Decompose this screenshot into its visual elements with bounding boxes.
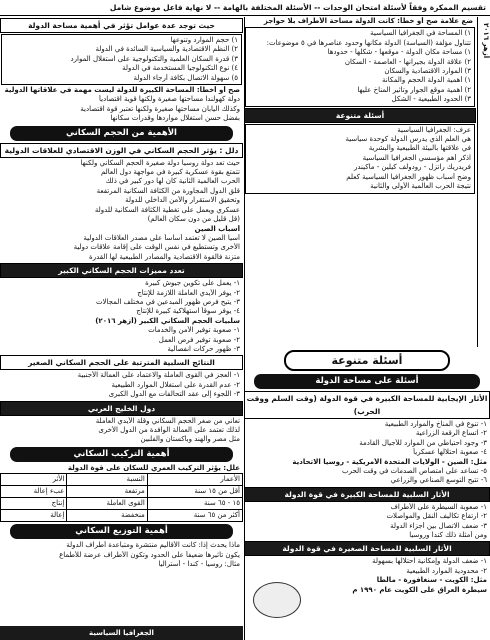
pop-line: تتمتع بقوة عسكرية كبيرة في مواجهة دول العالم [101, 168, 240, 177]
table-cell: القوى العاملة [67, 498, 147, 510]
line1: تتناول مؤلفة (السياسة) الدولة مكانها وحدود عناصرها في ٥ موضوعات: [266, 38, 471, 47]
neg-line: ٣- ظهور حركات انفصالية [167, 344, 240, 353]
big-line: ٤- يوفر سوقاً استهلاكية كبيرة للإنتاج [136, 307, 240, 316]
line3: ٢- ارتفاع تكاليف النقل والمواصلات [386, 512, 487, 521]
gulf-title: دول الخليج العربي [0, 401, 243, 416]
pop-line: عسكري ويعمل على تغطية الكثافة السكانية للدولة [94, 205, 240, 214]
table-cell: أكثر من ٦٥ سنة [147, 510, 242, 522]
line1: ٢) أهمية موقع الجوار وتأثير المناخ عليها [357, 85, 471, 94]
mid-line: وضح أسباب ظهور الجغرافيا السياسية كعلم [346, 172, 471, 181]
asian-line: الأخرى وتستطيع في نفس الوقت على إقامة علاقات دولية [73, 243, 240, 252]
factor-item: ٣) قدرة السكان العلمية والتكنولوجية على استغلال الموارد [70, 54, 238, 63]
struct-table [0, 473, 243, 522]
factor-item: ٥) سهولة الاتصال بكافة أرجاء الدولة [133, 73, 238, 82]
mid-line: في علاقتها بالبيئة الطبيعية والبشرية [368, 144, 471, 153]
result-line: ١- العجز في القوى العاملة والاعتماد على العمالة الأجنبية [77, 371, 240, 380]
neg-line: ٢- صعوبة توفير فرص العمل [158, 335, 240, 344]
struct-banner: أهمية التركيب السكاني [10, 447, 233, 462]
neg-line: ١- صعوبة توفير الأمن والخدمات [148, 326, 240, 335]
table-cell: إنتاج [1, 498, 67, 510]
left-footer: الجغرافيا السياسية [0, 626, 243, 640]
asian-line: أسيا الصين لا تعتمد أساساً على مصدر العلاقات الدولية [83, 233, 240, 242]
right-column [244, 17, 490, 640]
banner-area: أسئلة على مساحة الدولة [254, 374, 480, 389]
line4: ١- ضعف الدولة وإمكانية احتلالها بسهولة [372, 557, 487, 566]
banner-varied: أسئلة متنوعة [284, 350, 450, 371]
line2: ٥- تساعد على امتصاص الصدمات في وقت الحرب [342, 467, 487, 476]
line1: ١) مساحة مكان الدولة - موقعها - شكلها - حدودها [327, 48, 471, 57]
mid-line: عرف: الجغرافيا السياسية [397, 125, 471, 134]
pop-title: دلل : يؤثر الحجم السكاني في الوزن الاقتصادي للعلاقات الدولية [0, 143, 243, 158]
table-cell: مرتفعة [67, 486, 147, 498]
mid-line: هي العلم الذي يدرس الدولة كوحدة سياسية [345, 135, 471, 144]
result-line: ٣- اللجوء إلى عقد التحالفات مع الدول الكبرى [108, 390, 240, 399]
pos-line: دولة كهولندا مساحتها صغيرة ولكنها قوية اقتصادياً [99, 95, 240, 104]
big-line: ١- يعمل على تكوين جيوش كبيرة [145, 279, 240, 288]
table-row [1, 498, 243, 510]
mid-block [245, 124, 475, 194]
factor-item: ١) حجم الموارد وتنوعها [170, 36, 238, 44]
line2: ٣- وجود احتياطي من الموارد للأجيال القادمة [359, 438, 487, 447]
line1: ١) أهمية الدولة الحجم والمكانة [382, 76, 471, 85]
line2: ٢- اتساع الرقعة الزراعية [415, 429, 487, 438]
table-row [1, 474, 243, 486]
asian-line: متزنة فالقوة الاقتصادية والمصادر الطبيعية لها القدرة [89, 252, 240, 261]
line3: ٣- ضعف الاتصال بين أجزاء الدولة [390, 521, 487, 530]
dist-banner: أهمية التوزيع السكاني [10, 524, 233, 539]
top-header-bar: تقسيم الممكرة وفقاً لأسئلة امتحان الوحدات -- الأسئلة المختلفة بالهامة -- لا نهاية فاعل موضوع شامل [0, 0, 490, 16]
line3: ومن أمثلة ذلك كندا وروسيا [409, 531, 487, 540]
mid-line: فريدريك راتزل - رودولف كيلين - ماكيندر [353, 163, 471, 172]
lines1-block [245, 27, 475, 106]
result-line: ٢- عدم القدرة على استغلال الموارد الطبيعية [111, 380, 240, 389]
dist-line: يكون تأثيرها ضعيفاً على الحدود وتكون الأطراف عرضة للأطماع [59, 550, 240, 559]
gulf-line: مثل مصر والهند وباكستان والفلبين [140, 435, 240, 444]
side-label-text: أزهر ٢٠١٦ [482, 23, 490, 59]
gulf-line: لذلك تعتمد على العمالة الوافدة من الدول الأخرى [98, 426, 240, 434]
dist-line: مثال: روسيا - كندا - أستراليا [158, 560, 240, 569]
table-cell: منخفضة [67, 510, 147, 522]
line2: ٤- صعوبة احتلالها عسكرياً [413, 448, 487, 457]
table-cell: عبء إعالة [1, 486, 67, 498]
factor-item: ٤) نوع التكنولوجيا المستخدمة في الدولة [122, 64, 238, 73]
pop-line: (قل قليل من دون سكان العالم) [147, 215, 240, 224]
table-cell: الأعمار [147, 474, 242, 486]
table-cell: ١٥ - ٦٥ سنة [147, 498, 242, 510]
line1: ٣) الموارد الاقتصادية والسكان [384, 67, 471, 76]
struct-question: علل: يؤثر التركيب العمري للسكان على قوة الدولة [67, 463, 240, 472]
pop-line: وتحقيق الاستقرار والأمن الداخلي للدولة [125, 196, 240, 205]
gulf-line: تعاني من صغر الحجم السكاني وقلة الأيدي العاملة [95, 416, 240, 425]
table-cell: أقل من ١٥ سنة [147, 486, 242, 498]
line1: ٢) علاقة الدولة بجيرانها - العاصمة - السكان [344, 57, 471, 66]
side-label [477, 17, 490, 347]
table-cell: النسبة [67, 474, 147, 486]
mid-title: أسئلة متنوعة [244, 108, 476, 123]
left-column [0, 17, 243, 640]
mid-line: نتيجة الحرب العالمية الأولى والثانية [370, 182, 471, 191]
cartoon-figure-icon [253, 582, 301, 618]
table-cell: الأثر [1, 474, 67, 486]
line2: ٦- تتيح التوسع الصناعي والزراعي [390, 476, 487, 485]
q4: الأثار السلبية للمساحة الصغيرة في قوة الدولة [244, 541, 490, 556]
big-pop-title: تعدد مميزات الحجم السكاني الكبير [0, 263, 243, 278]
pop-line: قلق الدول المجاورة من الكثافة السكانية المرتفعة [96, 186, 240, 195]
line1: ٣) الحدود الطبيعية - الشكل [391, 95, 471, 104]
mid-line: اذكر أهم مؤسسي الجغرافيا السياسية [362, 153, 471, 162]
line4: مثل: الكويت - سنغافورة - مالطا [376, 576, 487, 585]
q1: ضع علامة صح أو خطأ: كانت الدولة مساحة الأطراف بلا حواجز [263, 17, 473, 25]
pos-line: وكذلك اليابان مساحتها صغيرة ولكنها تعتبر قوة اقتصادية [80, 104, 240, 113]
factors-list [1, 34, 242, 85]
big-line: ٣- يتيح فرص ظهور المبدعين في مختلف المجالات [95, 297, 240, 306]
line2: ١- تنوع في المناخ والموارد الطبيعية [384, 420, 487, 428]
right-content [244, 17, 476, 195]
dist-line: ماذا يحدث إذا: كانت الأقاليم منتشرة ومتباعدة أطراف الدولة [66, 541, 240, 550]
line1: ١) المساحة في الجغرافيا السياسية [370, 29, 471, 38]
table-row [1, 486, 243, 498]
pop-line: الحرب العالمية الثانية كان لها دور كبير في ذلك [105, 177, 240, 186]
q2: الأثار الإيجابية للمساحة الكبيرة في قوة الدولة (وقت السلم ووقت الحرب) [244, 391, 490, 419]
big-line: ٢- يوفر الأيدي العاملة اللازمة للإنتاج [137, 288, 240, 297]
result-title: النتائج السلبية المترتبة على الحجم السكاني الصغير [0, 355, 243, 370]
asian-title: أسباب الصين [194, 224, 240, 233]
factor-item: ٢) النظم الاقتصادية والسياسية السائدة في الدولة [95, 45, 238, 54]
q3: الأثار السلبية للمساحة الكبيرة في قوة الدولة [244, 487, 490, 502]
line3: ١- صعوبة السيطرة على الأطراف [390, 502, 487, 511]
pop-line: حيث تعد دولة روسيا دولة صغيرة الحجم السكاني ولكنها [80, 158, 240, 167]
pos-note: صح أو أخطأ: المساحة الكبيرة للدولة ليست مهمة في علاقاتها الدولية [4, 86, 240, 95]
table-row [1, 510, 243, 522]
right-lower [244, 347, 490, 595]
left-title: حيث توجد عدة عوامل تؤثر في أهمية مساحة الدولة [0, 18, 243, 33]
table-cell: إعالة [1, 510, 67, 522]
pos-line: بفضل حسن استغلال مواردها وقدرات سكانها [110, 114, 240, 123]
line4: ٢- محدودية الموارد الطبيعية [406, 566, 487, 575]
neg-title: سلبيات الحجم السكاني الكبير (أزهر ٢٠١٦) [95, 316, 240, 325]
line2: مثل: الصين - الولايات المتحدة الأمريكية - روسيا الاتحادية [292, 457, 487, 466]
pop-banner: الأهمية من الحجم السكاني [10, 126, 233, 141]
line4: سيطرة العراق على الكويت عام ١٩٩٠ م [352, 585, 487, 594]
